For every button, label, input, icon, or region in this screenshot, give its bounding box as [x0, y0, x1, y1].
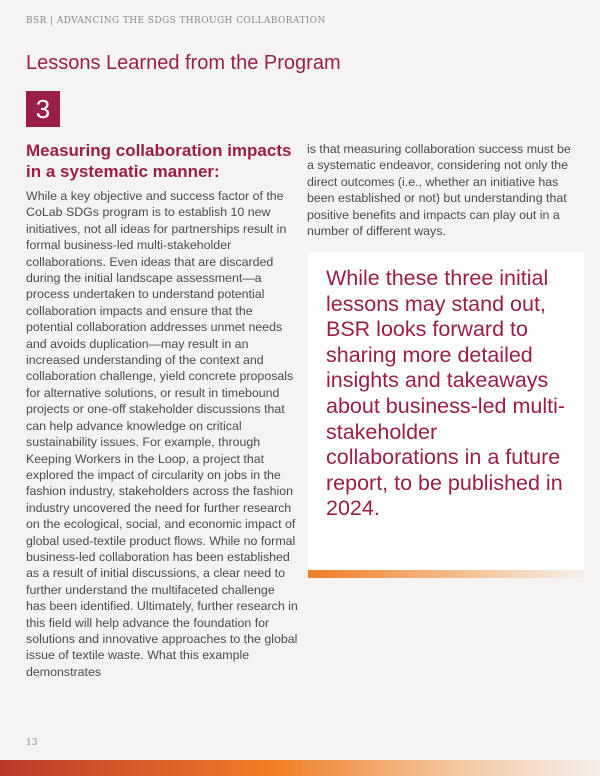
- running-header: BSR | ADVANCING THE SDGS THROUGH COLLABORATION: [26, 16, 326, 26]
- footer-gradient-bar: [0, 760, 600, 776]
- pull-quote-box: [308, 252, 584, 570]
- pull-quote-text: While these three initial lessons may stand out, BSR looks forward to sharing more detailed insights and takeaways about business-led multi-stakeholder collaborations in a future report, to be published in 2024.: [326, 266, 566, 521]
- body-text-left-column: While a key objective and success factor of the CoLab SDGs program is to establish 10 new initiatives, not all ideas for partnerships result in formal business-led multi-stakeholder collaborations. Even ideas that are discarded during the initial landscape assessment—a process undertaken to understand potential collaboration impacts and ensure that the potential collaboration addresses unmet needs and avoids duplication—may result in an increased understanding of the context and collaboration challenge, yield concrete proposals for alternative solutions, or result in timebound projects or one-off stakeholder discussions that can help advance knowledge on critical sustainability issues. For example, through Keeping Workers in the Loop, a project that explored the impact of circularity on jobs in the fashion industry, stakeholders across the fashion industry uncovered the need for further research on the ecological, social, and economic impact of global used-textile product flows. While no formal business-led collaboration has been established as a result of initial discussions, a clear need to further understand the multifaceted challenge has been identified. Ultimately, further research in this field will help advance the foundation for solutions and innovative approaches to the global issue of textile waste. What this example demonstrates: [26, 189, 298, 679]
- lesson-number-badge: 3: [26, 91, 60, 127]
- section-title: Lessons Learned from the Program: [26, 52, 341, 74]
- body-text-right-column: is that measuring collaboration success must be a systematic endeavor, considering not only the direct outcomes (i.e., whether an initiative has been established or not) but understanding that positive benefits and impacts can play out in a number of different ways.: [307, 142, 571, 239]
- page-number: 13: [26, 738, 38, 748]
- lesson-heading: Measuring collaboration impacts in a systematic manner:: [26, 141, 292, 181]
